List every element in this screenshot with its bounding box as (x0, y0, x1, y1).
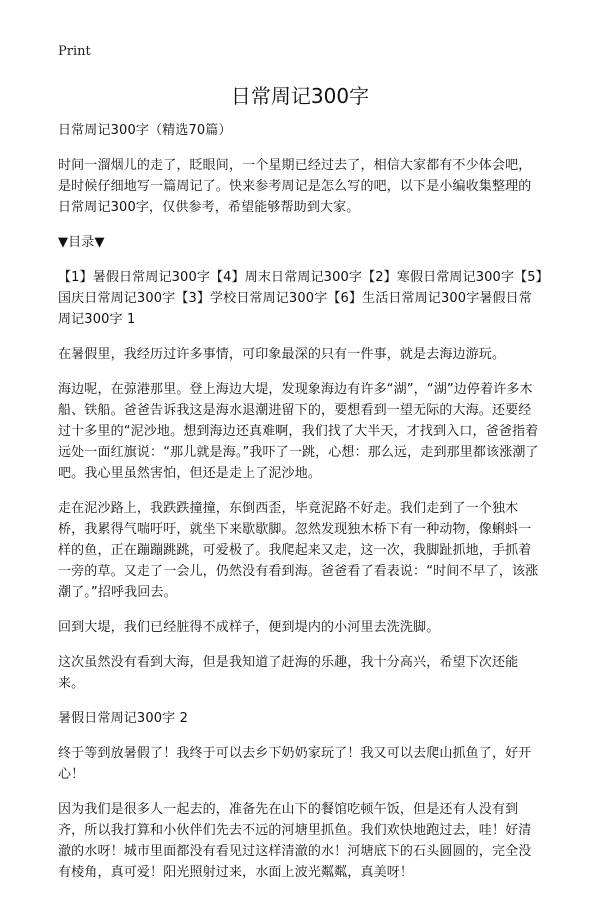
paragraph: 海边呢，在弶港那里。登上海边大堤，发现象海边有许多“湖”，“湖”边停着许多木船、铁船。爸爸告诉我这是海水退潮进留下的，要想看到一望无际的大海。还要经过十多里的“泥沙地。想到海边还真难啊，我们找了大半天，才找到入口，爸爸指着远处一面红旗说：“那儿就是海。”我吓了一跳，心想：那么远，走到那里都该涨潮了吧。我心里虽然害怕，但还是走上了泥沙地。 (58, 382, 539, 481)
article-body (58, 120, 544, 897)
print-link[interactable]: Print (58, 44, 91, 59)
paragraph: 回到大堤，我们已经脏得不成样子，便到堤内的小河里去洗洗脚。 (58, 620, 440, 635)
paragraph: 在暑假里，我经历过许多事情，可印象最深的只有一件事，就是去海边游玩。 (58, 347, 506, 362)
paragraph: 终于等到放暑假了！我终于可以去乡下奶奶家玩了！我又可以去爬山抓鱼了，好开心！ (58, 746, 532, 782)
article-subtitle: 日常周记300字（精选70篇） (58, 123, 232, 138)
toc-heading: ▼目录▼ (58, 235, 105, 250)
paragraph: 因为我们是很多人一起去的，准备先在山下的餐馆吃顿午饭，但是还有人没有到齐，所以我打算和小伙伴们先去不远的河塘里抓鱼。我们欢快地跑过去，哇！好清澈的水呀！城市里面都没有看见过这样清澈的水！河塘底下的石头圆圆的，完全没有棱角，真可爱！阳光照射过来，水面上波光粼粼，真美呀！ (58, 802, 532, 880)
intro-paragraph: 时间一溜烟儿的走了，眨眼间，一个星期已经过去了，相信大家都有不少体会吧，是时候仔细地写一篇周记了。快来参考周记是怎么写的吧，以下是小编收集整理的日常周记300字，仅供参考，希望能够帮助到大家。 (58, 158, 532, 215)
paragraph: 走在泥沙路上，我跌跌撞撞，东倒西歪，毕竟泥路不好走。我们走到了一个独木桥，我累得气喘吁吁，就坐下来歇歇脚。忽然发现独木桥下有一种动物，像蝌蚪一样的鱼，正在蹦蹦跳跳，可爱极了。我爬起来又走，这一次，我脚趾抓地，手抓着一旁的草。又走了一会儿，仍然没有看到海。爸爸看了看表说：“时间不早了，该涨潮了。”招呼我回去。 (58, 501, 539, 600)
page-title: 日常周记300字 (230, 84, 370, 108)
toc-list[interactable]: 【1】暑假日常周记300字【4】周末日常周记300字【2】寒假日常周记300字【5】国庆日常周记300字【3】学校日常周记300字【6】生活日常周记300字暑假日常周记300字 1 (58, 270, 543, 327)
section-heading: 暑假日常周记300字 2 (58, 711, 189, 726)
paragraph: 这次虽然没有看到大海，但是我知道了赶海的乐趣，我十分高兴，希望下次还能来。 (58, 655, 519, 691)
